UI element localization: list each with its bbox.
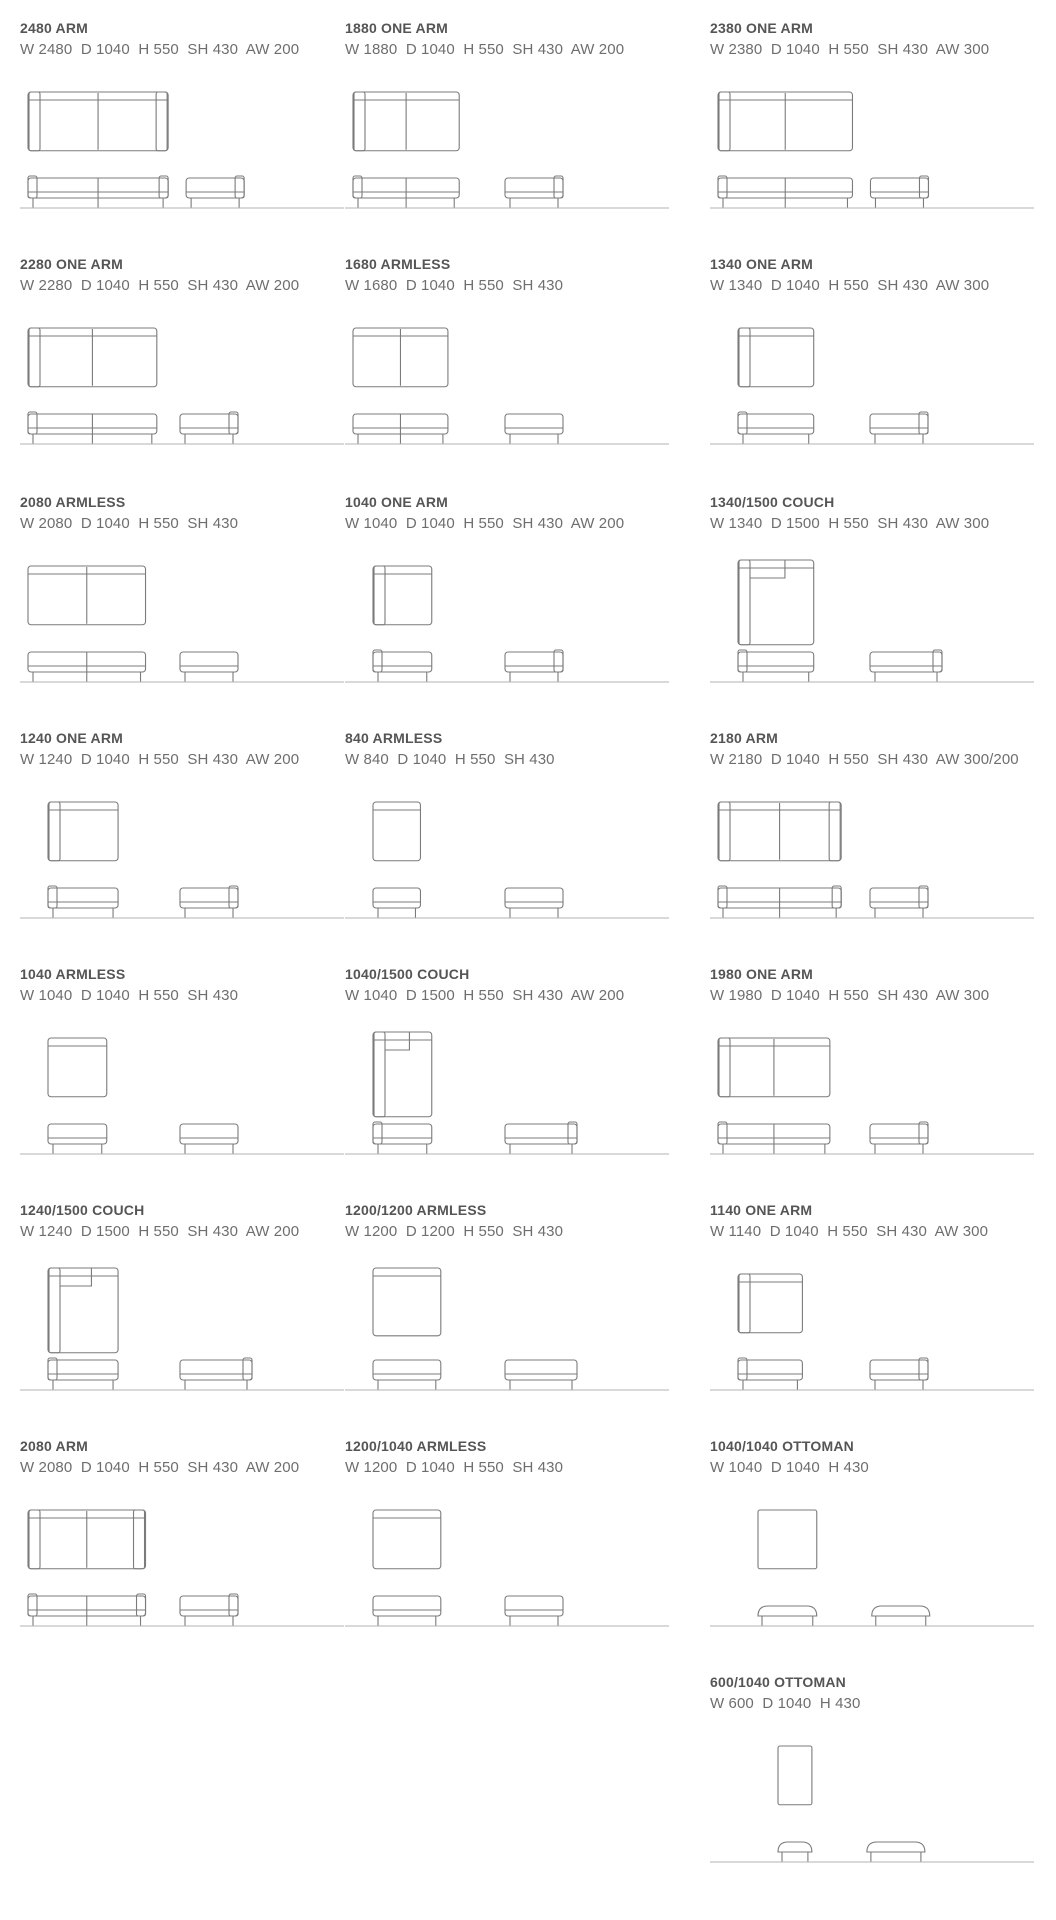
- module-2480-arm: [20, 20, 344, 256]
- module-specs: W 1680 D 1040 H 550 SH 430: [345, 277, 564, 294]
- top-view: [373, 1032, 432, 1117]
- module-drawings: [710, 256, 1034, 492]
- module-drawings: [345, 1438, 669, 1674]
- front-elevation: [28, 176, 168, 208]
- module-600-1040-ottoman: [710, 1674, 1034, 1910]
- top-view: [373, 802, 420, 861]
- module-drawings: [345, 1202, 669, 1438]
- front-elevation: [373, 888, 420, 918]
- module-name: 1340/1500 COUCH: [710, 494, 835, 510]
- module-drawings: [345, 256, 669, 492]
- module-1140-one-arm: [710, 1202, 1034, 1438]
- top-view: [48, 802, 118, 861]
- side-elevation: [872, 1606, 930, 1626]
- module-drawings: [20, 256, 344, 492]
- module-2180-arm: [710, 730, 1034, 966]
- side-elevation: [186, 176, 244, 208]
- module-drawings: [345, 730, 669, 966]
- module-1040-armless: [20, 966, 344, 1202]
- module-drawings: [345, 494, 669, 730]
- module-specs: W 2080 D 1040 H 550 SH 430: [20, 515, 239, 532]
- top-view: [353, 92, 459, 151]
- module-drawings: [710, 730, 1034, 966]
- module-specs: W 1040 D 1040 H 550 SH 430 AW 200: [345, 515, 625, 532]
- side-elevation: [505, 1596, 563, 1626]
- module-drawings: [20, 494, 344, 730]
- top-view: [778, 1746, 812, 1805]
- module-drawings: [345, 20, 669, 256]
- side-elevation: [505, 414, 563, 444]
- module-specs: W 1340 D 1040 H 550 SH 430 AW 300: [710, 277, 990, 294]
- module-1980-one-arm: [710, 966, 1034, 1202]
- module-drawings: [710, 1438, 1034, 1674]
- side-elevation: [180, 886, 238, 918]
- module-1680-armless: [345, 256, 669, 492]
- module-name: 1240 ONE ARM: [20, 730, 124, 746]
- side-elevation: [180, 652, 238, 682]
- module-drawings: [345, 966, 669, 1202]
- module-drawings: [20, 730, 344, 966]
- side-elevation: [180, 1358, 252, 1390]
- module-name: 2080 ARM: [20, 1438, 88, 1454]
- front-elevation: [48, 886, 118, 918]
- module-specs: W 2180 D 1040 H 550 SH 430 AW 300/200: [710, 751, 1019, 768]
- module-drawings: [20, 966, 344, 1202]
- front-elevation: [28, 652, 146, 682]
- module-specs: W 1200 D 1040 H 550 SH 430: [345, 1459, 564, 1476]
- top-view: [48, 1268, 118, 1353]
- module-name: 2480 ARM: [20, 20, 88, 36]
- side-elevation: [180, 1124, 238, 1154]
- module-1340-one-arm: [710, 256, 1034, 492]
- module-name: 1140 ONE ARM: [710, 1202, 813, 1218]
- module-specs: W 840 D 1040 H 550 SH 430: [345, 751, 555, 768]
- side-elevation: [180, 1594, 238, 1626]
- module-name: 1040 ONE ARM: [345, 494, 449, 510]
- top-view: [718, 1038, 830, 1097]
- front-elevation: [758, 1606, 817, 1626]
- module-drawings: [710, 1674, 1034, 1910]
- module-drawings: [20, 1202, 344, 1438]
- top-view: [718, 802, 841, 861]
- module-name: 840 ARMLESS: [345, 730, 443, 746]
- front-elevation: [738, 650, 814, 682]
- module-1200-1040-armless: [345, 1438, 669, 1674]
- module-specs: W 2480 D 1040 H 550 SH 430 AW 200: [20, 41, 300, 58]
- module-name: 1680 ARMLESS: [345, 256, 451, 272]
- module-specs: W 2380 D 1040 H 550 SH 430 AW 300: [710, 41, 990, 58]
- module-1240-one-arm: [20, 730, 344, 966]
- front-elevation: [28, 412, 157, 444]
- front-elevation: [28, 1594, 146, 1626]
- top-view: [28, 328, 157, 387]
- front-elevation: [373, 1122, 432, 1154]
- module-name: 1040/1040 OTTOMAN: [710, 1438, 854, 1454]
- module-specs: W 1040 D 1040 H 430: [710, 1459, 869, 1476]
- module-name: 1240/1500 COUCH: [20, 1202, 145, 1218]
- module-specs: W 2080 D 1040 H 550 SH 430 AW 200: [20, 1459, 300, 1476]
- front-elevation: [718, 176, 852, 208]
- module-name: 1040/1500 COUCH: [345, 966, 470, 982]
- module-1240-1500-couch: [20, 1202, 344, 1438]
- top-view: [48, 1038, 107, 1097]
- module-name: 1880 ONE ARM: [345, 20, 449, 36]
- front-elevation: [718, 886, 841, 918]
- module-specs: W 1040 D 1500 H 550 SH 430 AW 200: [345, 987, 625, 1004]
- module-1040-1040-ottoman: [710, 1438, 1034, 1674]
- module-specs: W 1880 D 1040 H 550 SH 430 AW 200: [345, 41, 625, 58]
- module-specs: W 1240 D 1500 H 550 SH 430 AW 200: [20, 1223, 300, 1240]
- top-view: [738, 328, 814, 387]
- module-name: 2180 ARM: [710, 730, 778, 746]
- module-2080-armless: [20, 494, 344, 730]
- front-elevation: [373, 650, 432, 682]
- front-elevation: [373, 1596, 441, 1626]
- top-view: [28, 566, 146, 625]
- side-elevation: [505, 1122, 577, 1154]
- module-specs: W 1040 D 1040 H 550 SH 430: [20, 987, 239, 1004]
- front-elevation: [48, 1358, 118, 1390]
- module-specs: W 1200 D 1200 H 550 SH 430: [345, 1223, 564, 1240]
- side-elevation: [870, 650, 942, 682]
- module-drawings: [20, 20, 344, 256]
- module-name: 1200/1200 ARMLESS: [345, 1202, 487, 1218]
- module-1040-one-arm: [345, 494, 669, 730]
- side-elevation: [867, 1842, 925, 1862]
- module-specs: W 1980 D 1040 H 550 SH 430 AW 300: [710, 987, 990, 1004]
- top-view: [373, 1268, 441, 1336]
- top-view: [738, 560, 814, 645]
- front-elevation: [718, 1122, 830, 1154]
- top-view: [738, 1274, 802, 1333]
- module-drawings: [710, 1202, 1034, 1438]
- module-name: 1980 ONE ARM: [710, 966, 814, 982]
- side-elevation: [870, 1122, 928, 1154]
- module-drawings: [710, 20, 1034, 256]
- side-elevation: [870, 886, 928, 918]
- module-name: 2080 ARMLESS: [20, 494, 126, 510]
- module-drawings: [20, 1438, 344, 1674]
- module-2080-arm: [20, 1438, 344, 1674]
- front-elevation: [778, 1842, 812, 1862]
- module-1340-1500-couch: [710, 494, 1034, 730]
- module-2380-one-arm: [710, 20, 1034, 256]
- front-elevation: [738, 1358, 802, 1390]
- module-name: 1040 ARMLESS: [20, 966, 126, 982]
- module-name: 2380 ONE ARM: [710, 20, 814, 36]
- top-view: [373, 566, 432, 625]
- front-elevation: [353, 414, 448, 444]
- module-2280-one-arm: [20, 256, 344, 492]
- module-specs: W 1240 D 1040 H 550 SH 430 AW 200: [20, 751, 300, 768]
- module-specs: W 1140 D 1040 H 550 SH 430 AW 300: [710, 1223, 989, 1240]
- side-elevation: [505, 888, 563, 918]
- module-840-armless: [345, 730, 669, 966]
- module-name: 1340 ONE ARM: [710, 256, 814, 272]
- front-elevation: [353, 176, 459, 208]
- front-elevation: [48, 1124, 107, 1154]
- top-view: [758, 1510, 817, 1569]
- module-drawings: [710, 494, 1034, 730]
- module-drawings: [710, 966, 1034, 1202]
- module-specs: W 600 D 1040 H 430: [710, 1695, 861, 1712]
- side-elevation: [870, 176, 928, 208]
- module-1040-1500-couch: [345, 966, 669, 1202]
- side-elevation: [505, 176, 563, 208]
- module-name: 2280 ONE ARM: [20, 256, 124, 272]
- module-name: 1200/1040 ARMLESS: [345, 1438, 487, 1454]
- module-name: 600/1040 OTTOMAN: [710, 1674, 846, 1690]
- top-view: [718, 92, 852, 151]
- top-view: [28, 92, 168, 151]
- front-elevation: [373, 1360, 441, 1390]
- side-elevation: [870, 1358, 928, 1390]
- top-view: [28, 1510, 146, 1569]
- front-elevation: [738, 412, 814, 444]
- side-elevation: [870, 412, 928, 444]
- module-1200-1200-armless: [345, 1202, 669, 1438]
- top-view: [373, 1510, 441, 1569]
- side-elevation: [180, 412, 238, 444]
- side-elevation: [505, 650, 563, 682]
- module-1880-one-arm: [345, 20, 669, 256]
- top-view: [353, 328, 448, 387]
- module-specs: W 2280 D 1040 H 550 SH 430 AW 200: [20, 277, 300, 294]
- module-specs: W 1340 D 1500 H 550 SH 430 AW 300: [710, 515, 990, 532]
- side-elevation: [505, 1360, 577, 1390]
